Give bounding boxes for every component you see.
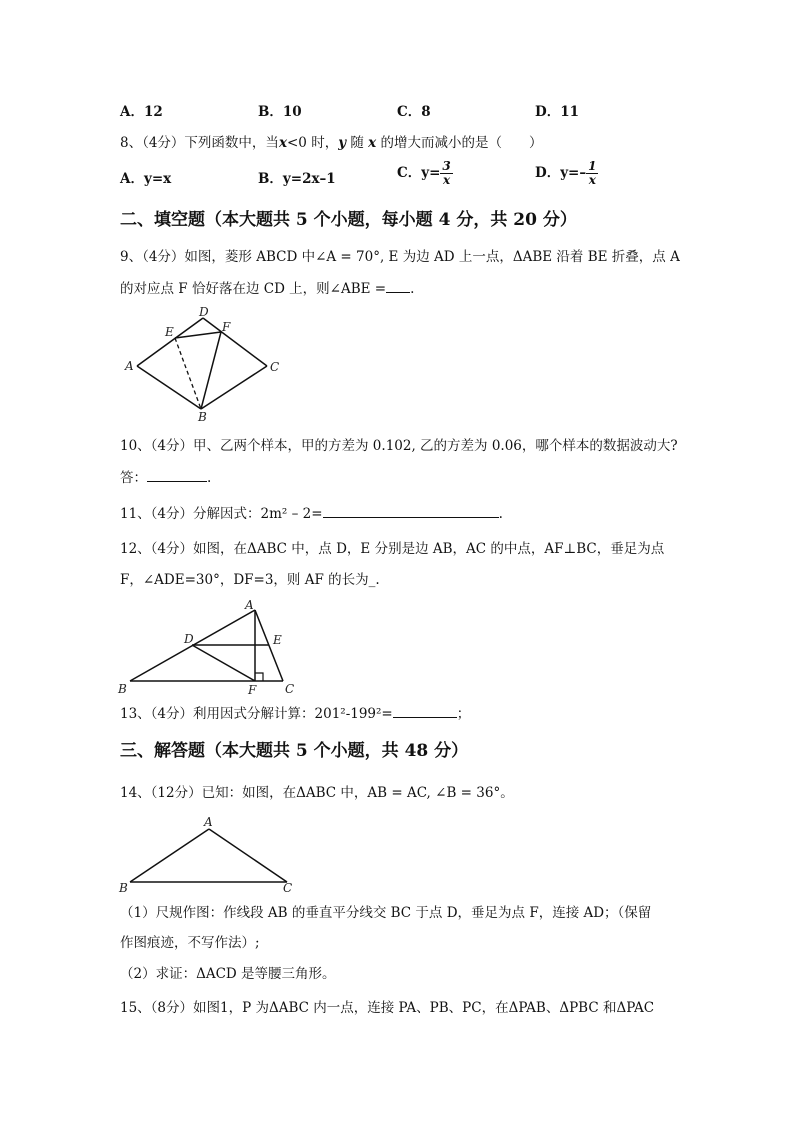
q12-line2: F，∠ADE=30°，DF=3，则 AF 的长为_. [120,572,380,588]
q10-line1: 10、（4分）甲、乙两个样本，甲的方差为 0.102, 乙的方差为 0.06，哪个样本的数据波动大? [120,438,678,454]
q8-stem-part: 的增大而减小的是（ ） [376,135,543,151]
q8-option-d [535,160,598,187]
fig-right-angle-mark [255,673,263,681]
q15-line1: 15、（8分）如图1，P 为ΔABC 内一点，连接 PA、PB、PC，在ΔPAB、ΔPBC 和ΔPAC [120,1000,655,1016]
q11 [120,505,503,523]
fig-line-ac [209,829,287,882]
fig-line-df [192,645,255,681]
q9-line2-end: . [410,281,415,297]
fraction-denominator: x [588,173,596,187]
fig-label-b: B [119,881,128,895]
q10-answer-prefix: 答： [120,470,147,486]
q11-end: . [498,506,503,522]
q10-line2-end: . [207,470,212,486]
q7-option-c: C．8 [397,104,431,120]
q10-line2 [120,469,211,487]
q9-line1: 9、（4分）如图，菱形 ABCD 中∠A = 70°, E 为边 AD 上一点，ΔABE 沿着 BE 折叠，点 A [120,249,680,265]
q13 [120,705,470,723]
answer-blank [386,280,410,293]
q8-stem-part: 随 [346,135,369,151]
q8-option-c-prefix: C．y= [397,165,441,181]
q9-line2 [120,280,414,298]
fig-label-d: D [184,632,194,646]
q8-var-x: x [278,135,287,151]
q9-line2-text: 的对应点 F 恰好落在边 CD 上，则∠ABE = [120,281,387,297]
fig-label-e: E [273,633,282,647]
q8-var-x: x [368,135,377,151]
q9-rhombus-figure [120,305,290,427]
q8-stem-part: 8、（4分）下列函数中，当 [120,135,279,151]
answer-blank [393,705,457,718]
q8-option-a: A．y=x [120,171,172,187]
q14-part1-line2: 作图痕迹，不写作法）; [120,935,260,951]
q14-isosceles-triangle-figure [115,812,305,897]
fig-label-a: A [204,815,213,829]
fig-label-b: B [198,410,207,424]
fig-line-ba [130,829,209,882]
fig-label-c: C [285,682,295,696]
fig-line-ba [137,366,201,409]
q13-end: ； [456,706,471,722]
fig-label-c: C [270,360,280,374]
section2-heading: 二、填空题（本大题共 5 个小题，每小题 4 分，共 20 分） [120,210,577,230]
q8-option-c-fraction [440,160,452,187]
fraction-denominator: x [443,173,451,187]
fig-label-f: F [222,320,231,334]
q8-option-d-prefix: D．y=– [535,165,587,181]
fig-label-b: B [118,682,127,696]
q12-line1: 12、（4分）如图，在ΔABC 中，点 D，E 分别是边 AB，AC 的中点，AF⊥BC，垂足为点 [120,541,665,557]
fraction-numerator: 3 [442,159,451,173]
q8-stem [120,134,543,152]
q7-option-a: A．12 [120,104,163,120]
fig-label-c: C [283,881,293,895]
fraction-numerator: 1 [588,159,597,173]
q8-option-c [397,160,453,187]
q12-triangle-figure [115,597,305,697]
q7-option-d: D．11 [535,104,579,120]
q8-stem-part: <0 时， [287,135,339,151]
q11-text: 11、（4分）分解因式：2m² – 2= [120,506,323,522]
fig-label-e: E [165,325,174,339]
q14-stem: 14、（12分）已知：如图，在ΔABC 中，AB = AC, ∠B = 36°。 [120,785,514,801]
q14-part1-line1: （1）尺规作图：作线段 AB 的垂直平分线交 BC 于点 D，垂足为点 F，连接 AD；（保留 [120,905,652,921]
fig-label-a: A [245,598,254,612]
fig-line-eb-dashed [175,338,201,409]
q14-part2: （2）求证：ΔACD 是等腰三角形。 [120,966,336,982]
q8-option-b: B．y=2x–1 [258,171,336,187]
fig-label-a: A [125,359,134,373]
answer-blank [323,505,499,518]
answer-blank [147,469,207,482]
fig-line-dc [203,318,267,366]
q8-option-d-fraction [586,160,598,187]
fig-label-d: D [199,305,209,319]
q7-option-b: B．10 [258,104,302,120]
section3-heading: 三、解答题（本大题共 5 个小题，共 48 分） [120,741,469,761]
q8-var-y: y [338,135,347,151]
fig-label-f: F [248,683,257,697]
q13-text: 13、（4分）利用因式分解计算：201²-199²= [120,706,393,722]
